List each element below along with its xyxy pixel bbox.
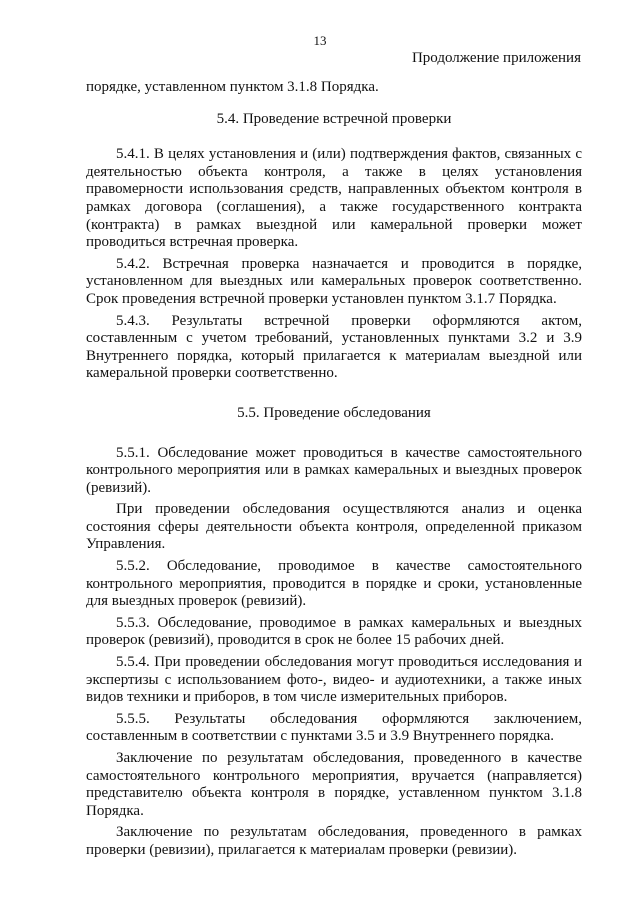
- paragraph-5-5-1: 5.5.1. Обследование может проводиться в качестве самостоятельного контрольного мероприятия или в рамках камеральных и выездных проверок (ревизий).: [86, 444, 582, 496]
- paragraph-5-5-2: 5.5.2. Обследование, проводимое в качестве самостоятельного контрольного мероприятия, проводится в порядке и сроки, установленные для выездных проверок (ревизий).: [86, 558, 582, 610]
- paragraph-conclusion-standalone: Заключение по результатам обследования, проведенного в качестве самостоятельного контрольного мероприятия, вручается (направляется) представителю объекта контроля в порядке, уставленном пунктом 3.1.8 Порядка.: [86, 750, 582, 819]
- paragraph-conclusion-within-audit: Заключение по результатам обследования, проведенного в рамках проверки (ревизии), прилагается к материалам проверки (ревизии).: [86, 824, 582, 858]
- page-number: 13: [313, 33, 327, 48]
- header-note: Продолжение приложения: [411, 50, 581, 66]
- paragraph-5-5-3: 5.5.3. Обследование, проводимое в рамках камеральных и выездных проверок (ревизий), проводится в срок не более 15 рабочих дней.: [86, 614, 582, 649]
- section-5-4-heading: 5.4. Проведение встречной проверки: [216, 110, 452, 127]
- paragraph-5-4-2: 5.4.2. Встречная проверка назначается и проводится в порядке, установленном для выездных или камеральных проверок соответственно. Срок проведения встречной проверки установлен пунктом 3.1.7 Порядка.: [86, 255, 582, 307]
- paragraph-5-4-3: 5.4.3. Результаты встречной проверки оформляются актом, составленным с учетом требований, установленных пунктами 3.2 и 3.9 Внутреннего порядка, который прилагается к материалам выездной или камеральной проверки соответственно.: [86, 312, 582, 382]
- document-body: [86, 79, 582, 864]
- paragraph-5-5-4: 5.5.4. При проведении обследования могут проводиться исследования и экспертизы с использованием фото-, видео- и аудиотехники, а также иных видов техники и приборов, в том числе измерительных приборов.: [86, 654, 582, 706]
- paragraph-5-4-1: 5.4.1. В целях установления и (или) подтверждения фактов, связанных с деятельностью объекта контроля, а также в целях установления правомерности использования средств, направленных объектом контроля в рамках договора (соглашения), а также государственного контракта (контракта) в рамках выездной или камеральной проверки может проводиться встречная проверка.: [86, 146, 582, 251]
- paragraph-5-5-1-analysis: При проведении обследования осуществляются анализ и оценка состояния сферы деятельности объекта контроля, определенной приказом Управления.: [86, 501, 582, 553]
- intro-fragment: порядке, уставленном пунктом 3.1.8 Порядка.: [86, 79, 379, 95]
- section-5-5-heading: 5.5. Проведение обследования: [237, 404, 431, 421]
- paragraph-5-5-5: 5.5.5. Результаты обследования оформляются заключением, составленным в соответствии с пунктами 3.5 и 3.9 Внутреннего порядка.: [86, 710, 582, 745]
